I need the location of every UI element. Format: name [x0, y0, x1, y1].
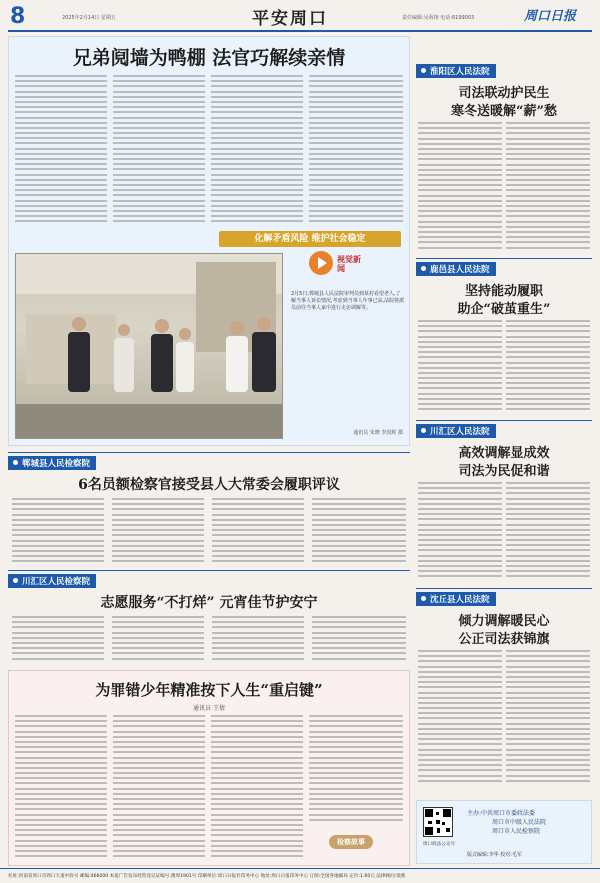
- qr-caption: 周口政法公众号: [422, 842, 456, 847]
- shenqiu-text-col-1: [418, 650, 502, 790]
- dancheng-headline: 6名员额检察官接受县人大常委会履职评议: [78, 477, 340, 493]
- qr-code-icon[interactable]: [423, 807, 453, 837]
- divider: [416, 420, 592, 421]
- sponsor-line: 周口市人民检察院: [492, 828, 541, 835]
- chuanhui-court-text-col-2: [506, 482, 590, 584]
- divider: [416, 588, 592, 589]
- feature-text-col-4: [309, 715, 403, 827]
- paper-logo: 周口日报: [524, 9, 577, 24]
- chuanhui-volunteer-story: [8, 570, 410, 666]
- lead-text-col-2: [113, 75, 205, 225]
- huaiyang-text-col-2: [506, 122, 590, 254]
- video-news-label: 视觉新闻: [337, 255, 361, 273]
- feature-text-col-3: [211, 715, 303, 861]
- feature-byline: 通讯员 王倩: [193, 705, 225, 712]
- luyi-text-col-1: [418, 320, 502, 416]
- luyi-text-col-2: [506, 320, 590, 416]
- divider: [8, 570, 410, 571]
- lead-text-col-4: [309, 75, 403, 225]
- shenqiu-headline-1: 倾力调解暖民心: [458, 614, 550, 629]
- play-icon: [309, 251, 333, 275]
- dancheng-text-col-2: [112, 498, 204, 562]
- feature-headline: 为罪错少年精准按下人生“重启键”: [95, 681, 323, 699]
- page-footer: 社址:河南省周口市周口大道中段号 邮编:466000 本报广告发布经营登记证编号:豫周1901号 印刷单位:周口日报社印务中心 地址:周口日报印务中心 订阅:全国各地邮局 定价:1.60元 法律顾问:梁新: [0, 868, 600, 883]
- editor-line: 责任编辑:吴海翔 电话:6199003: [402, 15, 475, 21]
- chuanhui-text-col-1: [12, 616, 104, 662]
- divider: [416, 258, 592, 259]
- feature-story: [8, 670, 410, 866]
- feature-text-col-2: [113, 715, 205, 861]
- sponsor-editor: 版式编辑:李华 校对:毛军: [467, 852, 522, 858]
- lead-text-col-1: [15, 75, 107, 225]
- chuanhui-text-col-3: [212, 616, 304, 662]
- lead-story: [8, 36, 410, 446]
- huaiyang-text-col-1: [418, 122, 502, 254]
- chuanhui-org-label: 川汇区人民检察院: [8, 574, 96, 588]
- shenqiu-org-label: 沈丘县人民法院: [416, 592, 496, 606]
- chuanhui-court-headline-2: 司法为民促和谐: [458, 464, 550, 479]
- slogan-banner: 化解矛盾风险 维护社会稳定: [219, 231, 401, 247]
- chuanhui-court-text-col-1: [418, 482, 502, 584]
- divider: [8, 452, 410, 453]
- date-line: 2025年2月14日 星期五: [62, 15, 116, 21]
- huaiyang-headline-2: 寒冬送暖解“薪”愁: [451, 104, 557, 119]
- luyi-org-label: 鹿邑县人民法院: [416, 262, 496, 276]
- luyi-headline-1: 坚持能动履职: [464, 284, 543, 299]
- right-column: [416, 36, 592, 866]
- chuanhui-court-headline-1: 高效调解显成效: [458, 446, 550, 461]
- sponsor-line: 主办:中共周口市委政法委: [467, 810, 536, 817]
- dancheng-org-label: 郸城县人民检察院: [8, 456, 96, 470]
- lead-headline: 兄弟阋墙为鸭棚 法官巧解续亲情: [72, 47, 346, 69]
- photo-credit: 通讯员 朱晓 李国辉 摄: [353, 430, 403, 436]
- masthead-rule: [8, 30, 592, 32]
- luyi-headline-2: 助企“破茧重生”: [457, 302, 551, 317]
- lead-text-col-3: [211, 75, 303, 225]
- photo-figures-illustration: [16, 254, 283, 439]
- chuanhui-headline: 志愿服务“不打烊” 元宵佳节护安宁: [100, 595, 318, 611]
- sponsor-box: [416, 800, 592, 864]
- dancheng-story: [8, 452, 410, 566]
- shenqiu-text-col-2: [506, 650, 590, 790]
- chuanhui-court-org-label: 川汇区人民法院: [416, 424, 496, 438]
- feature-text-col-1: [15, 715, 107, 861]
- shenqiu-headline-2: 公正司法获锦旗: [458, 632, 550, 647]
- photo-caption: 2月5日,郸城县人民法院审判员到某村看望老人,了解当事人诉讼情况,考虑到当事人年事已高,法院将派员前往当事人家中进行走访调解等。: [291, 291, 405, 311]
- section-title: 平安周口: [252, 9, 328, 29]
- sponsor-line: 周口市中级人民法院: [492, 819, 547, 826]
- page-number: 8: [10, 4, 26, 29]
- dancheng-text-col-4: [312, 498, 406, 562]
- chuanhui-text-col-4: [312, 616, 406, 662]
- dancheng-text-col-3: [212, 498, 304, 562]
- video-news-badge[interactable]: [309, 251, 403, 285]
- huaiyang-headline-1: 司法联动护民生: [458, 86, 550, 101]
- dancheng-text-col-1: [12, 498, 104, 562]
- huaiyang-org-label: 淮阳区人民法院: [416, 64, 496, 78]
- feature-stamp: 检察故事: [329, 835, 373, 849]
- chuanhui-text-col-2: [112, 616, 204, 662]
- lead-photo: [15, 253, 283, 439]
